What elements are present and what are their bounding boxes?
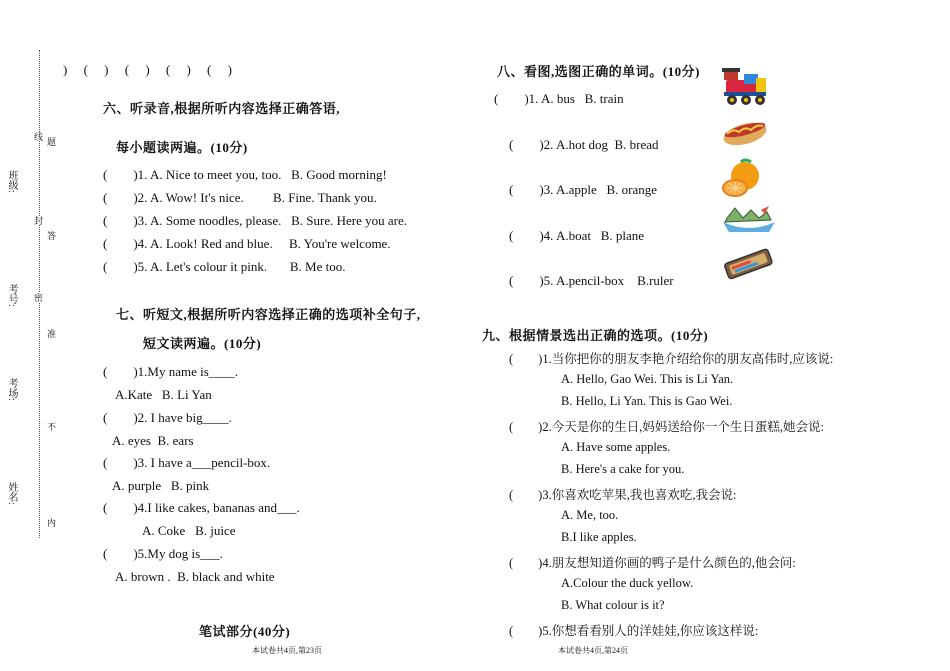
answer-option: B.I like apples. bbox=[561, 530, 637, 544]
answer-option: B. What colour is it? bbox=[561, 598, 665, 612]
answer-options: A. purple B. pink bbox=[112, 478, 210, 493]
question-item: ( )2.今天是你的生日,妈妈送给你一个生日蛋糕,她会说: bbox=[509, 420, 824, 434]
section6-title: 六、听录音,根据所听内容选择正确答语, bbox=[103, 101, 341, 116]
question-item: ( )3.你喜欢吃苹果,我也喜欢吃,我会说: bbox=[509, 488, 737, 502]
boat-icon bbox=[721, 204, 777, 238]
question-item: ( )4. A.boat B. plane bbox=[509, 228, 645, 243]
question-item: ( )4.朋友想知道你画的鸭子是什么颜色的,他会问: bbox=[509, 556, 796, 570]
question-item: ( )4.I like cakes, bananas and___. bbox=[103, 500, 300, 515]
question-item: ( )4. A. Look! Red and blue. B. You're welcome. bbox=[103, 236, 391, 251]
footer-left: 本试卷共4页,第23页 bbox=[252, 646, 322, 655]
written-part-heading: 笔试部分(40分) bbox=[199, 624, 291, 639]
field-name: 姓名: bbox=[6, 482, 17, 505]
section7-title: 七、听短文,根据所听内容选择正确的选项补全句子, bbox=[116, 307, 421, 322]
answer-option: B. Here's a cake for you. bbox=[561, 462, 685, 476]
section6-subtitle: 每小题读两遍。(10分) bbox=[116, 140, 248, 155]
binding-mark: 题 bbox=[46, 137, 56, 146]
section8-title: 八、看图,选图正确的单词。(10分) bbox=[497, 64, 700, 79]
orange-icon bbox=[721, 158, 763, 198]
question-item: ( )3. A. Some noodles, please. B. Sure. Here you are. bbox=[103, 213, 407, 228]
section7-subtitle: 短文读两遍。(10分) bbox=[143, 336, 262, 351]
answer-option: A. Me, too. bbox=[561, 508, 619, 522]
field-exam-number: 考号: bbox=[6, 284, 17, 307]
binding-mark: 内 bbox=[46, 518, 56, 527]
answer-option: A. Hello, Gao Wei. This is Li Yan. bbox=[561, 372, 734, 386]
hotdog-icon bbox=[721, 114, 769, 148]
question-item: ( )2. A. Wow! It's nice. B. Fine. Thank you. bbox=[103, 190, 377, 205]
binding-mark: 线 bbox=[33, 132, 43, 141]
footer-right: 本试卷共4页,第24页 bbox=[558, 646, 628, 655]
question-item: ( )3. I have a___pencil-box. bbox=[103, 455, 271, 470]
question-item: ( )3. A.apple B. orange bbox=[509, 182, 658, 197]
binding-mark: 封 bbox=[33, 216, 43, 225]
answer-option: A.Colour the duck yellow. bbox=[561, 576, 694, 590]
binding-mark: 不 bbox=[46, 422, 56, 431]
answer-option: A. Have some apples. bbox=[561, 440, 671, 454]
pencil-box-icon bbox=[721, 246, 775, 280]
binding-mark: 答 bbox=[46, 231, 56, 240]
question-item: ( )1.My name is____. bbox=[103, 364, 239, 379]
binding-mark: 密 bbox=[33, 293, 43, 302]
question-item: ( )1. A. Nice to meet you, too. B. Good morning! bbox=[103, 167, 387, 182]
train-icon bbox=[720, 64, 770, 108]
section9-title: 九、根据情景选出正确的选项。(10分) bbox=[482, 328, 709, 343]
question-item: ( )2. A.hot dog B. bread bbox=[509, 137, 659, 152]
answer-options: A. eyes B. ears bbox=[112, 433, 194, 448]
question-item: ( )5.My dog is___. bbox=[103, 546, 223, 561]
question-item: ( )2. I have big____. bbox=[103, 410, 232, 425]
answer-brackets: ) ( ) ( ) ( ) ( ) bbox=[63, 62, 232, 77]
question-item: ( )5. A. Let's colour it pink. B. Me too. bbox=[103, 259, 346, 274]
field-class: 班级: bbox=[6, 170, 17, 193]
binding-mark: 准 bbox=[46, 329, 56, 338]
answer-option: B. Hello, Li Yan. This is Gao Wei. bbox=[561, 394, 733, 408]
answer-options: A. Coke B. juice bbox=[142, 523, 236, 538]
field-exam-room: 考场: bbox=[6, 378, 17, 401]
question-item: ( )1. A. bus B. train bbox=[494, 91, 624, 106]
question-item: ( )5.你想看看别人的洋娃娃,你应该这样说: bbox=[509, 624, 759, 638]
question-item: ( )1.当你把你的朋友李艳介绍给你的朋友高伟时,应该说: bbox=[509, 352, 834, 366]
question-item: ( )5. A.pencil-box B.ruler bbox=[509, 273, 674, 288]
answer-options: A.Kate B. Li Yan bbox=[115, 387, 212, 402]
answer-options: A. brown . B. black and white bbox=[115, 569, 275, 584]
